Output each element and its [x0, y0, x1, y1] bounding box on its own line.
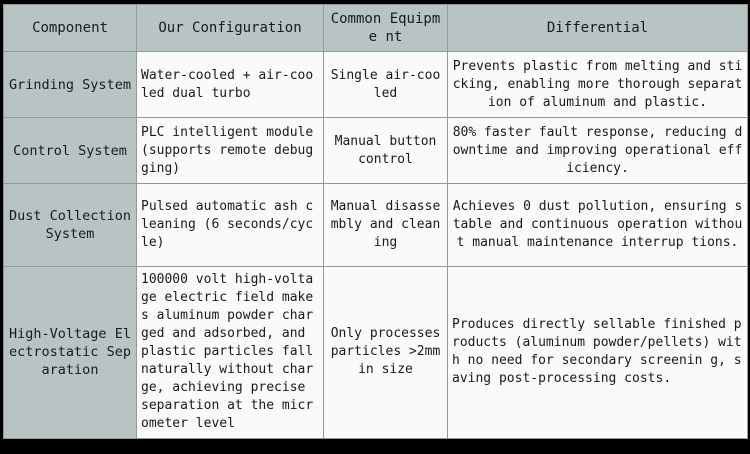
header-differential: Differential [448, 5, 748, 52]
differential-cell: Achieves 0 dust pollution, ensuring stable and continuous operation without manual maintenance interrup tions. [448, 184, 748, 266]
our-configuration-cell: Water-cooled + air-coo led dual turbo [137, 52, 324, 118]
header-common-equipment: Common Equipme nt [324, 5, 448, 52]
component-cell: High-Voltage Electrostatic Separation [4, 266, 137, 438]
table-row [4, 184, 748, 266]
our-configuration-cell: Pulsed automatic ash c leaning (6 seconds/cyc le) [137, 184, 324, 266]
header-component: Component [4, 5, 137, 52]
common-equipment-cell: Only processes particles >2mm in size [324, 266, 448, 438]
common-equipment-cell: Manual disasse mbly and clean ing [324, 184, 448, 266]
header-our-configuration: Our Configuration [137, 5, 324, 52]
component-cell: Grinding System [4, 52, 137, 118]
component-cell: Control System [4, 118, 137, 184]
differential-cell: Prevents plastic from melting and sticking, enabling more thorough separation of aluminum and plastic. [448, 52, 748, 118]
table-header-row [4, 5, 748, 52]
component-cell: Dust Collection System [4, 184, 137, 266]
differential-cell: Produces directly sellable finished products (aluminum powder/pellets) with no need for secondary screenin g, saving post-processing costs. [448, 266, 748, 438]
our-configuration-cell: PLC intelligent module (supports remote debug ging) [137, 118, 324, 184]
our-configuration-cell: 100000 volt high-volta ge electric field make s aluminum powder char ged and adsorbed, and plastic particles fall naturally without char ge, achieving precise separation at the micr ometer level [137, 266, 324, 438]
table-row [4, 52, 748, 118]
table-row [4, 118, 748, 184]
common-equipment-cell: Manual button control [324, 118, 448, 184]
common-equipment-cell: Single air-cooled [324, 52, 448, 118]
differential-cell: 80% faster fault response, reducing downtime and improving operational efficiency. [448, 118, 748, 184]
table-row [4, 266, 748, 438]
comparison-table [3, 4, 748, 439]
